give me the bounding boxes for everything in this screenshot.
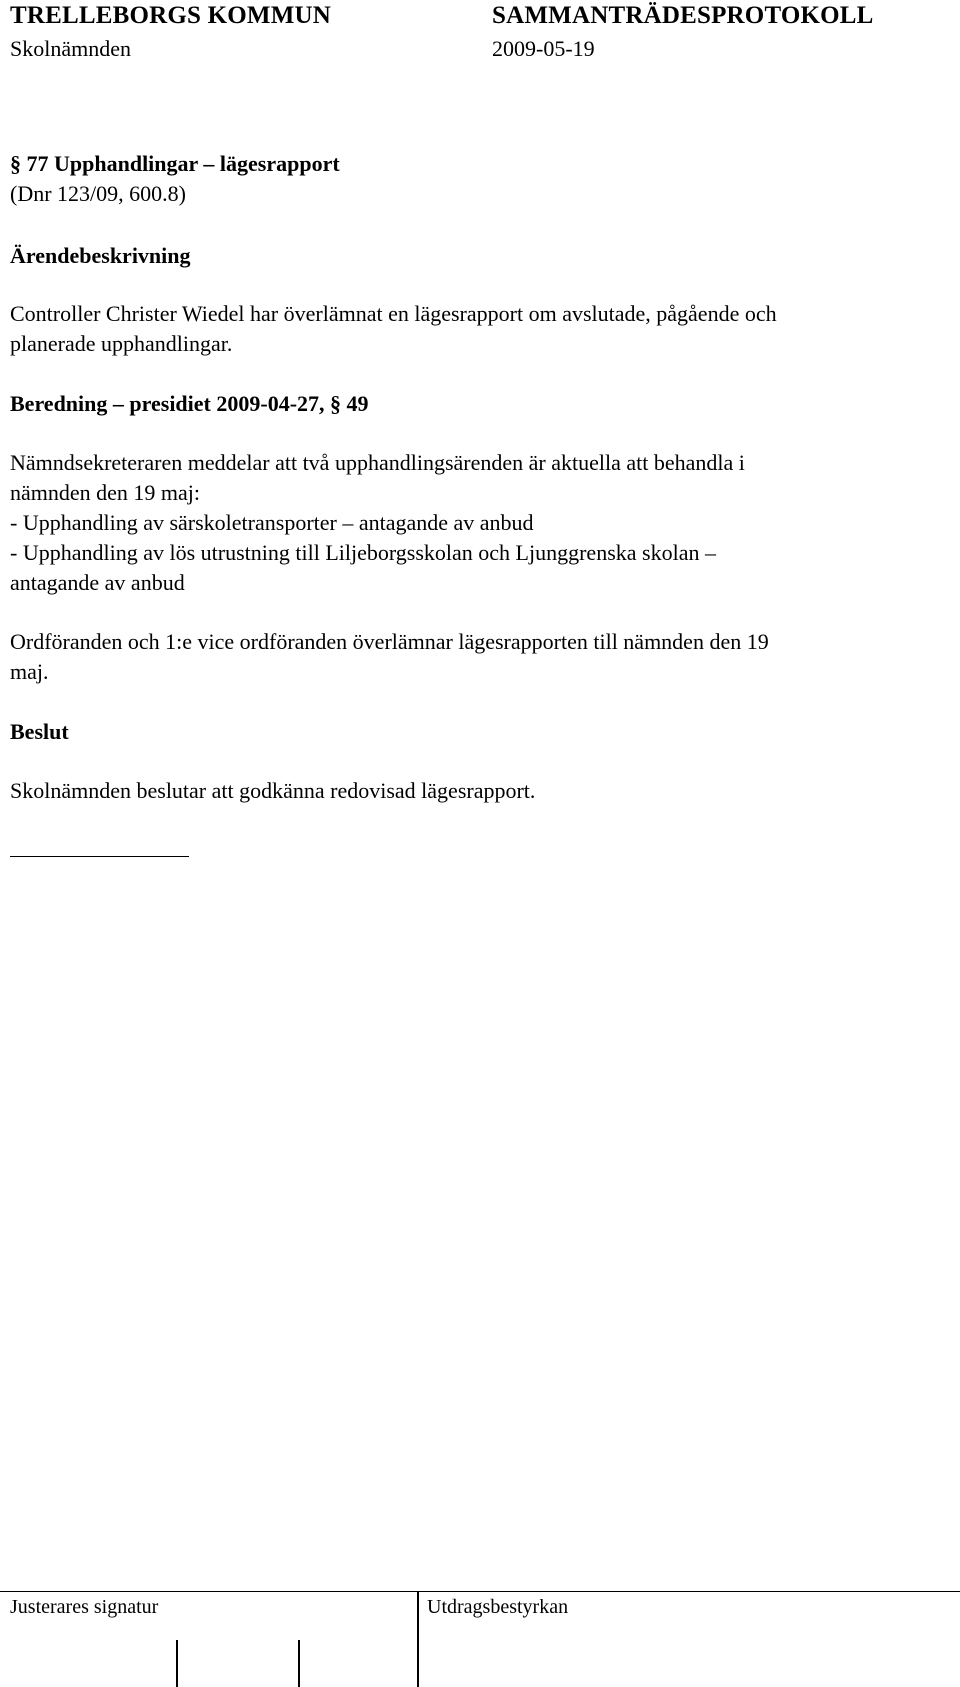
- beredning-text-line: nämnden den 19 maj:: [10, 480, 201, 505]
- diary-number: (Dnr 123/09, 600.8): [10, 181, 186, 206]
- beredning-text-line: Ordföranden och 1:e vice ordföranden överlämnar lägesrapporten till nämnden den 19: [10, 629, 769, 654]
- signature-box-line: [298, 1640, 300, 1687]
- organization-name: TRELLEBORGS KOMMUN: [10, 2, 331, 29]
- footer-divider: [417, 1591, 419, 1687]
- signature-box-line: [176, 1640, 178, 1687]
- footer-rule: [0, 1591, 960, 1592]
- signature-label: Justerares signatur: [10, 1596, 159, 1618]
- certify-label: Utdragsbestyrkan: [427, 1596, 569, 1618]
- beredning-list-item: - Upphandling av särskoletransporter – antagande av anbud: [10, 510, 534, 535]
- arende-text-line: Controller Christer Wiedel har överlämnat en lägesrapport om avslutade, pågående och: [10, 301, 777, 326]
- beredning-list-item: - Upphandling av lös utrustning till Liljeborgsskolan och Ljunggrenska skolan –: [10, 540, 716, 565]
- section-separator: [10, 856, 189, 857]
- arende-text-line: planerade upphandlingar.: [10, 331, 233, 356]
- beslut-heading: Beslut: [10, 719, 69, 744]
- arende-heading: Ärendebeskrivning: [10, 243, 191, 268]
- beredning-list-item: antagande av anbud: [10, 570, 185, 595]
- beredning-text-line: maj.: [10, 659, 49, 684]
- document-type: SAMMANTRÄDESPROTOKOLL: [492, 2, 874, 29]
- meeting-date: 2009-05-19: [492, 36, 595, 61]
- section-title: § 77 Upphandlingar – lägesrapport: [10, 151, 340, 176]
- beslut-text: Skolnämnden beslutar att godkänna redovisad lägesrapport.: [10, 778, 536, 803]
- beredning-text-line: Nämndsekreteraren meddelar att två upphandlingsärenden är aktuella att behandla i: [10, 450, 745, 475]
- committee-name: Skolnämnden: [10, 36, 131, 61]
- beredning-heading: Beredning – presidiet 2009-04-27, § 49: [10, 391, 369, 416]
